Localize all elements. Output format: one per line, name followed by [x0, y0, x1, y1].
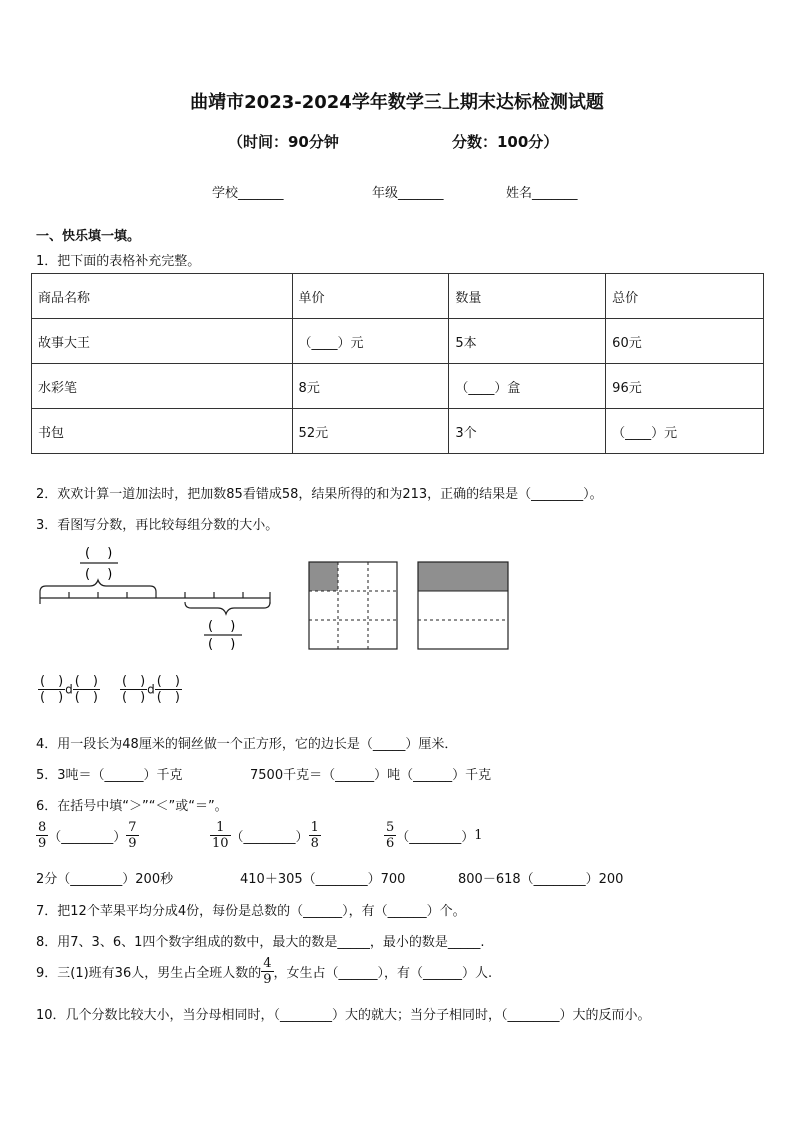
table-row [32, 409, 764, 454]
compare-mark: d [65, 682, 73, 697]
answer-blank: （________） [396, 830, 475, 845]
table-cell: （____）元 [606, 409, 764, 454]
fraction-blank: ( ) [85, 567, 113, 582]
q3-text: 3．看图写分数，再比较每组分数的大小。 [36, 518, 279, 533]
q8-text: 8．用7、3、6、1四个数字组成的数中，最大的数是_____，最小的数是_____. [36, 935, 485, 950]
table-cell: 5本 [449, 319, 606, 364]
table-cell: 52元 [292, 409, 449, 454]
school-field: 学校_______ [212, 186, 284, 201]
fraction: $\frac{( )}{( )}$ [156, 674, 180, 705]
table-cell: 水彩笔 [32, 364, 293, 409]
q5-part2: 7500千克＝（______）吨（______）千克 [250, 768, 492, 783]
exam-score: 分数：100分） [452, 133, 559, 151]
fraction: $\frac{1}{8}$ [310, 820, 319, 851]
q9-text [36, 957, 492, 986]
grade-field: 年级_______ [372, 186, 444, 201]
lower-brace [185, 602, 270, 614]
exam-time: （时间：90分钟 [228, 133, 339, 151]
q7-text: 7．把12个苹果平均分成4份，每份是总数的（______），有（______）个。 [36, 904, 466, 919]
answer-blank: （________） [48, 830, 127, 845]
number-line-figure [30, 540, 280, 652]
q6-row2-2: 410＋305（________）700 [240, 872, 406, 887]
table-row [32, 364, 764, 409]
fraction-blank: ( ) [85, 546, 113, 561]
table-cell: 故事大王 [32, 319, 293, 364]
fraction: $\frac{5}{6}$ [386, 820, 395, 851]
shaded-cell [309, 562, 338, 591]
table-header-row [32, 274, 764, 319]
grid-figure [308, 561, 400, 651]
page-title: 曲靖市2023-2024学年数学三上期末达标检测试题 [190, 92, 604, 113]
table-header-cell: 数量 [449, 274, 606, 319]
table-cell: 96元 [606, 364, 764, 409]
section-heading: 一、快乐填一填。 [36, 229, 141, 244]
q6-row2-1: 2分（________）200秒 [36, 872, 174, 887]
table-cell: （____）元 [292, 319, 449, 364]
table-header-cell: 商品名称 [32, 274, 293, 319]
table-header-cell: 总价 [606, 274, 764, 319]
fraction: $\frac{( )}{( )}$ [122, 674, 146, 705]
q10-text: 10．几个分数比较大小，当分母相同时，（________）大的就大；当分子相同时，（________）大的反而小。 [36, 1008, 651, 1023]
table-cell: （____）盒 [449, 364, 606, 409]
name-field: 姓名_______ [506, 186, 578, 201]
compare-mark: d [147, 682, 155, 697]
fraction: $\frac{1}{10}$ [212, 820, 229, 851]
shaded-third [418, 562, 508, 591]
fraction: $\frac{8}{9}$ [38, 820, 47, 851]
fraction-blank: ( ) [208, 619, 236, 634]
q9-before: 9．三(1)班有36人，男生占全班人数的 [36, 966, 262, 981]
q9-after: ，女生占（______），有（______）人. [273, 966, 493, 981]
price-table [31, 273, 764, 454]
q4-text: 4．用一段长为48厘米的铜丝做一个正方形，它的边长是（_____）厘米． [36, 737, 458, 752]
table-cell: 书包 [32, 409, 293, 454]
fraction: $\frac{4}{9}$ [263, 956, 272, 987]
fraction-blank: ( ) [208, 637, 236, 652]
q6-row2-3: 800－618（________）200 [458, 872, 624, 887]
table-cell: 3个 [449, 409, 606, 454]
fraction: $\frac{7}{9}$ [128, 820, 137, 851]
compare-value: 1 [474, 828, 483, 843]
fraction: $\frac{( )}{( )}$ [74, 674, 98, 705]
q6-compare-2 [210, 821, 321, 850]
q6-compare-1 [36, 821, 139, 850]
table-cell: 8元 [292, 364, 449, 409]
q2-text: 2．欢欢计算一道加法时，把加数85看错成58，结果所得的和为213，正确的结果是（________）。 [36, 487, 603, 502]
q1-prompt: 1．把下面的表格补充完整。 [36, 254, 201, 269]
q6-text: 6．在括号中填“＞”“＜”或“＝”。 [36, 799, 228, 814]
q3-compare-1 [38, 675, 100, 704]
thirds-figure [417, 561, 511, 651]
answer-blank: （________） [230, 830, 309, 845]
table-cell: 60元 [606, 319, 764, 364]
q3-compare-2 [120, 675, 182, 704]
table-row [32, 319, 764, 364]
q5-part1: 5．3吨＝（______）千克 [36, 768, 183, 783]
table-header-cell: 单价 [292, 274, 449, 319]
fraction: $\frac{( )}{( )}$ [40, 674, 64, 705]
q6-compare-3 [384, 821, 483, 850]
